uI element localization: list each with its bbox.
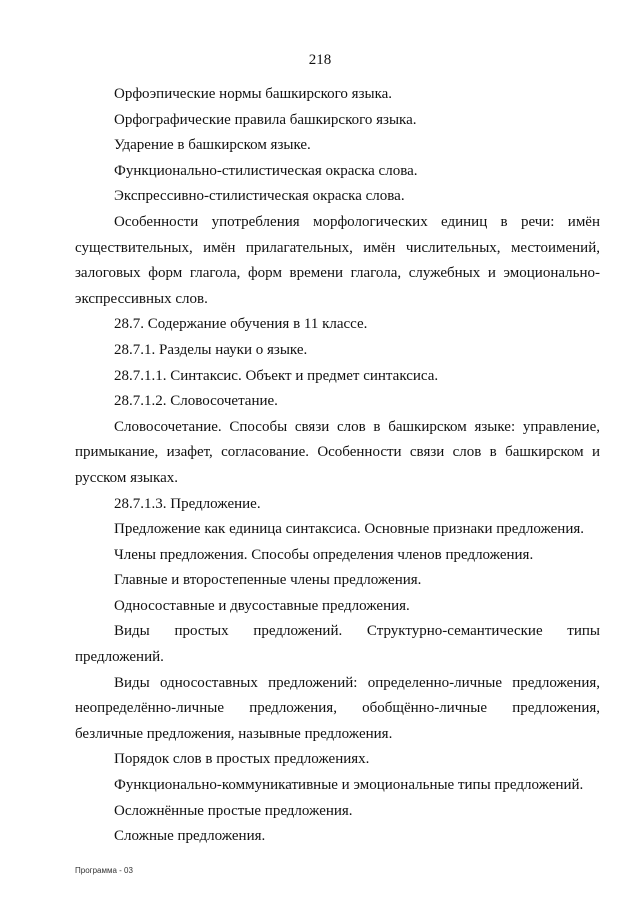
page-footer: Программа - 03 xyxy=(75,866,133,875)
paragraph: Орфографические правила башкирского языка. xyxy=(114,111,417,128)
paragraph: Сложные предложения. xyxy=(114,828,266,845)
paragraph: Виды простых предложений. Структурно-семантические типы предложений. xyxy=(75,623,600,666)
page-number: 218 xyxy=(308,52,332,68)
paragraph: Экспрессивно-стилистическая окраска слова. xyxy=(114,188,405,205)
paragraph: Функционально-стилистическая окраска слова. xyxy=(114,162,418,179)
paragraph: Словосочетание. Способы связи слов в башкирском языке: управление, примыкание, изафет, согласование. Особенности связи слов в башкирском и русском языках. xyxy=(75,418,600,486)
section-heading: 28.7.1. Разделы науки о языке. xyxy=(114,341,308,358)
paragraph: Особенности употребления морфологических единиц в речи: имён существительных, имён прилагательных, имён числительных, местоимений, залоговых форм глагола, форм времени глагола, служебных и эмоционально-экспрессивных слов. xyxy=(75,213,600,307)
paragraph: Предложение как единица синтаксиса. Основные признаки предложения. xyxy=(114,521,584,538)
section-heading: 28.7.1.3. Предложение. xyxy=(114,495,261,512)
paragraph: Порядок слов в простых предложениях. xyxy=(114,751,370,768)
paragraph: Функционально-коммуникативные и эмоциональные типы предложений. xyxy=(114,777,584,794)
section-heading: 28.7.1.1. Синтаксис. Объект и предмет синтаксиса. xyxy=(114,367,439,384)
section-heading: 28.7. Содержание обучения в 11 классе. xyxy=(114,316,368,333)
paragraph: Односоставные и двусоставные предложения. xyxy=(114,597,410,614)
paragraph: Орфоэпические нормы башкирского языка. xyxy=(114,86,393,102)
paragraph: Ударение в башкирском языке. xyxy=(114,137,311,154)
paragraph: Виды односоставных предложений: определенно-личные предложения, неопределённо-личные предложения, обобщённо-личные предложения, безличные предложения, назывные предложения. xyxy=(75,674,600,742)
document-body xyxy=(75,82,600,850)
paragraph: Главные и второстепенные члены предложения. xyxy=(114,572,422,589)
paragraph: Осложнённые простые предложения. xyxy=(114,802,353,819)
section-heading: 28.7.1.2. Словосочетание. xyxy=(114,393,278,410)
paragraph: Члены предложения. Способы определения членов предложения. xyxy=(114,546,534,563)
